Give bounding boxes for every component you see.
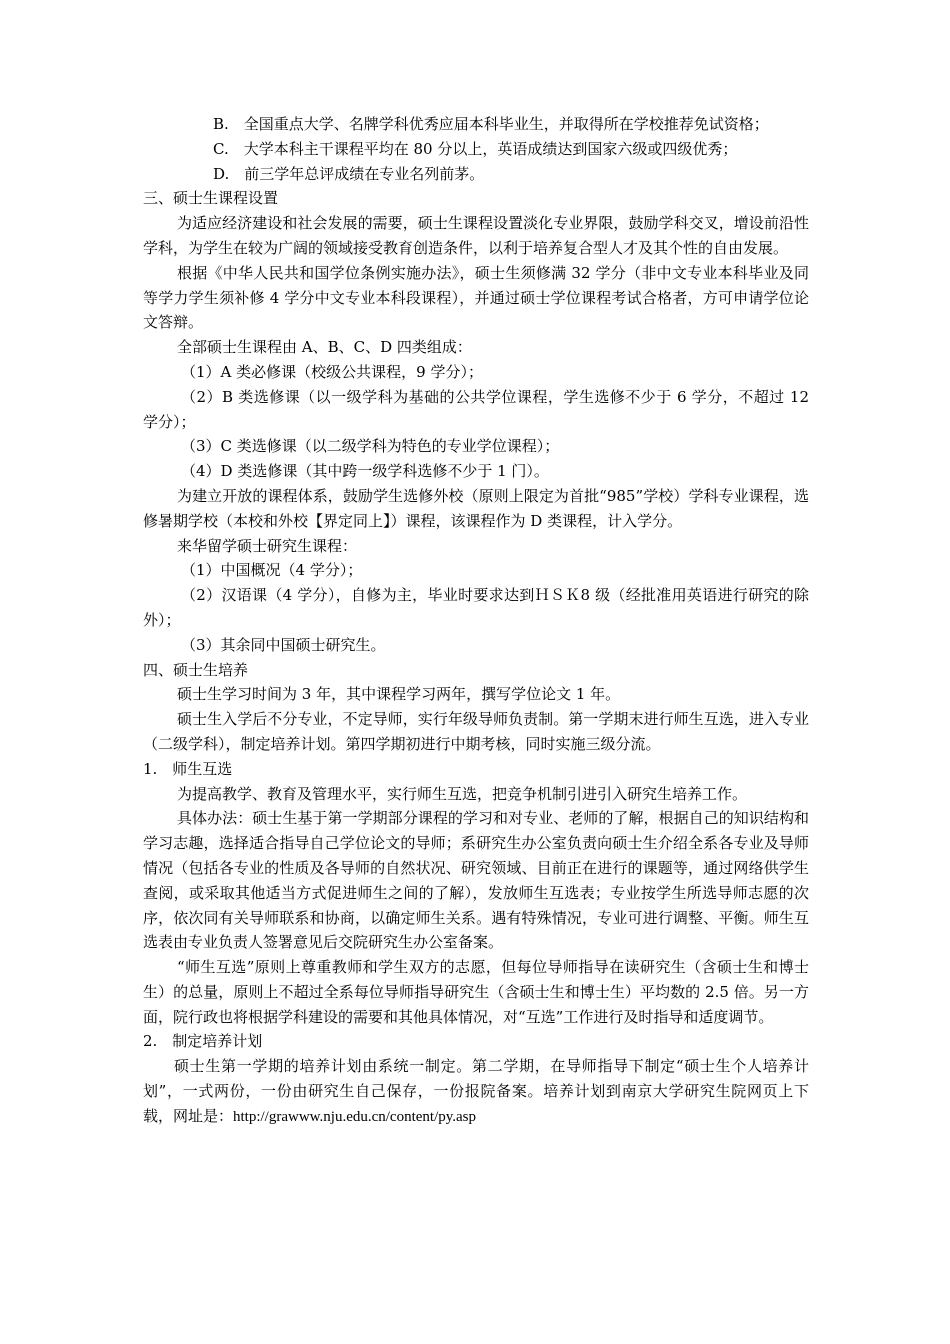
list-item: （1）中国概况（4 学分）； [181, 561, 363, 580]
paragraph: 来华留学硕士研究生课程： [177, 536, 358, 555]
graduate-school-url: http://grawww.nju.edu.cn/content/py.asp [233, 1108, 477, 1125]
paragraph: 为适应经济建设和社会发展的需要，硕士生课程设置淡化专业界限，鼓励学科交叉，增设前沿性学科，为学生在较为广阔的领域接受教育创造条件，以利于培养复合型人才及其个性的自由发展。 [143, 214, 809, 257]
list-item: （1）A 类必修课（校级公共课程，9 学分）； [181, 362, 483, 381]
section-heading-course-setup: 三、硕士生课程设置 [143, 189, 279, 208]
paragraph: 根据《中华人民共和国学位条例实施办法》，硕士生须修满 32 学分（非中文专业本科毕业及同等学力学生须补修 4 学分中文专业本科段课程），并通过硕士学位课程考试合格者，方可申请学位论文答辩。 [143, 263, 809, 332]
list-item: （3）C 类选修课（以二级学科为特色的专业学位课程）； [181, 437, 560, 456]
subsection-heading-mutual-selection: 1. 师生互选 [143, 759, 233, 778]
document-page [143, 112, 809, 1130]
paragraph: 全部硕士生课程由 A、B、C、D 四类组成： [177, 338, 472, 357]
list-item: （2）汉语课（4 学分），自修为主，毕业时要求达到ＨＳＫ8 级（经批准用英语进行研究的除外）； [143, 586, 809, 629]
list-item: （2）B 类选修课（以一级学科为基础的公共学位课程，学生选修不少于 6 学分，不超过 12 学分）； [143, 387, 809, 431]
paragraph [143, 1054, 809, 1129]
paragraph: 具体办法：硕士生基于第一学期部分课程的学习和对专业、老师的了解，根据自己的知识结构和学习志趣，选择适合指导自己学位论文的导师；系研究生办公室负责向硕士生介绍全系各专业及导师情况（包括各专业的性质及各导师的自然状况、研究领域、目前正在进行的课题等，通过网络供学生查阅，或采取其他适当方式促进师生之间的了解），发放师生互选表；专业按学生所选导师志愿的次序，依次同有关导师联系和协商，以确定师生关系。遇有特殊情况，专业可进行调整、平衡。师生互选表由专业负责人签署意见后交院研究生办公室备案。 [143, 809, 809, 952]
paragraph: 硕士生学习时间为 3 年，其中课程学习两年，撰写学位论文 1 年。 [177, 685, 621, 704]
option-b: B. 全国重点大学、名牌学科优秀应届本科毕业生，并取得所在学校推荐免试资格； [213, 115, 769, 133]
list-item: （4）D 类选修课（其中跨一级学科选修不少于 1 门）。 [181, 462, 549, 481]
paragraph: 为建立开放的课程体系，鼓励学生选修外校（原则上限定为首批“985”学校）学科专业课程，选修暑期学校（本校和外校【界定同上】）课程，该课程作为 D 类课程，计入学分。 [143, 486, 809, 530]
list-item: （3）其余同中国硕士研究生。 [181, 635, 386, 654]
option-d: D. 前三学年总评成绩在专业名列前茅。 [213, 164, 485, 183]
paragraph: “师生互选”原则上尊重教师和学生双方的志愿，但每位导师指导在读研究生（含硕士生和博士生）的总量，原则上不超过全系每位导师指导研究生（含硕士生和博士生）平均数的 2.5 倍。另一方面，院行政也将根据学科建设的需要和其他具体情况，对“互选”工作进行及时指导和适度调节。 [143, 958, 809, 1026]
section-heading-training: 四、硕士生培养 [143, 660, 249, 679]
paragraph: 硕士生入学后不分专业，不定导师，实行年级导师负责制。第一学期末进行师生互选，进入专业（二级学科），制定培养计划。第四学期初进行中期考核，同时实施三级分流。 [143, 710, 809, 753]
paragraph: 为提高教学、教育及管理水平，实行师生互选，把竞争机制引进引入研究生培养工作。 [177, 784, 748, 803]
subsection-heading-training-plan: 2. 制定培养计划 [143, 1032, 263, 1051]
option-c: C. 大学本科主干课程平均在 80 分以上，英语成绩达到国家六级或四级优秀； [213, 139, 738, 158]
paragraph-text: 硕士生第一学期的培养计划由系统一制定。第二学期，在导师指导下制定“硕士生个人培养计划”，一式两份，一份由研究生自己保存，一份报院备案。培养计划到南京大学研究生院网页上下载，网址是： [143, 1057, 809, 1125]
